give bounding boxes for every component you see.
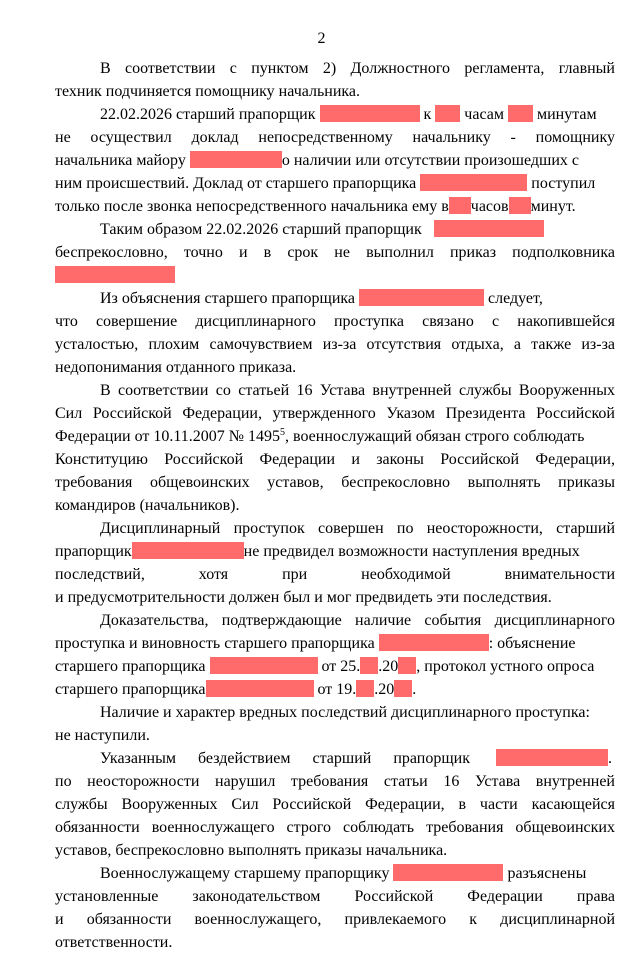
redaction-block bbox=[394, 680, 412, 697]
redaction-block bbox=[508, 105, 533, 122]
text-line: недопонимания отданного приказа. bbox=[55, 359, 297, 376]
text-line: службы Вооруженных Сил Российской Федерации, в части касающейся bbox=[55, 796, 615, 813]
text-line: Военнослужащему старшему прапорщику разъяснены bbox=[100, 865, 587, 882]
redaction-block bbox=[359, 289, 484, 306]
text-line: и обязанности военнослужащего, привлекаемого к дисциплинарной bbox=[55, 911, 615, 928]
text-line: В соответствии с пунктом 2) Должностного регламента, главный bbox=[100, 60, 615, 77]
redaction-block bbox=[55, 266, 175, 283]
redaction-block bbox=[190, 151, 282, 168]
text-line: Таким образом 22.02.2026 старший прапорщик bbox=[100, 218, 615, 241]
text-line: начальника майору о наличии или отсутствии произошедших с bbox=[55, 152, 579, 169]
redaction-block bbox=[496, 749, 608, 766]
text-line: беспрекословно, точно и в срок не выполнил приказ подполковника bbox=[55, 244, 615, 261]
redaction-block bbox=[420, 174, 527, 191]
redaction-block bbox=[449, 197, 471, 214]
text-line: что совершение дисциплинарного проступка связано с накопившейся bbox=[55, 313, 615, 330]
redaction-block bbox=[435, 105, 460, 122]
text-line: последствий, хотя при необходимой внимательности bbox=[55, 566, 615, 583]
text-line: требования общевоинских уставов, беспрекословно выполнять приказы bbox=[55, 474, 615, 491]
text-line: ответственности. bbox=[55, 934, 173, 951]
text-line: Указанным бездействием старший прапорщик . bbox=[100, 750, 612, 767]
redaction-block bbox=[320, 105, 420, 122]
text-line: техник подчиняется помощнику начальника. bbox=[55, 83, 361, 100]
page-number: 2 bbox=[317, 30, 326, 47]
text-line: командиров (начальников). bbox=[55, 497, 240, 514]
text-line: 22.02.2026 старший прапорщик к часам минутам bbox=[100, 106, 597, 123]
redaction-block bbox=[356, 680, 374, 697]
text-line: старшего прапорщика от 19. .20 . bbox=[55, 681, 417, 698]
text-line: усталостью, плохим самочувствием из-за отсутствия отдыха, а также из-за bbox=[55, 336, 615, 353]
text-line: Дисциплинарный проступок совершен по неосторожности, старший bbox=[100, 520, 615, 537]
text-line: обязанности военнослужащего строго соблюдать требования общевоинских bbox=[55, 819, 615, 836]
redaction-block bbox=[360, 657, 378, 674]
redaction-block bbox=[206, 680, 314, 697]
text-line: старшего прапорщика от 25. .20 , протокол устного опроса bbox=[55, 658, 595, 675]
text-line: не осуществил доклад непосредственному начальнику - помощнику bbox=[55, 129, 615, 146]
text-line: Наличие и характер вредных последствий дисциплинарного проступка: bbox=[100, 704, 590, 721]
text-line: не наступили. bbox=[55, 727, 150, 744]
text-line: и предусмотрительности должен был и мог предвидеть эти последствия. bbox=[55, 589, 552, 606]
text-line: Конституцию Российской Федерации и законы Российской Федерации, bbox=[55, 451, 615, 468]
text-line: проступка и виновность старшего прапорщика : объяснение bbox=[55, 635, 576, 652]
text-line: только после звонка непосредственного начальника ему в часов минут. bbox=[55, 198, 576, 215]
text-line: Сил Российской Федерации, утвержденного Указом Президента Российской bbox=[55, 405, 615, 422]
redaction-block bbox=[509, 197, 531, 214]
redaction-block bbox=[132, 542, 244, 559]
text-line: В соответствии со статьей 16 Устава внутренней службы Вооруженных bbox=[100, 382, 615, 399]
text-line: ним происшествий. Доклад от старшего прапорщика поступил bbox=[55, 175, 596, 192]
text-line: по неосторожности нарушил требования статьи 16 Устава внутренней bbox=[55, 773, 615, 790]
text-line: Федерации от 10.11.2007 № 1495$^5$, военнослужащий обязан строго соблюдать bbox=[55, 427, 585, 445]
text-line: прапорщик не предвидел возможности наступления вредных bbox=[55, 543, 580, 560]
redaction-block bbox=[434, 220, 544, 237]
redaction-block bbox=[379, 634, 489, 651]
text-line: Из объяснения старшего прапорщика следует, bbox=[100, 290, 543, 307]
text-line bbox=[55, 264, 615, 287]
redaction-block bbox=[398, 657, 416, 674]
text-line: Доказательства, подтверждающие наличие события дисциплинарного bbox=[100, 612, 615, 629]
redaction-block bbox=[393, 864, 503, 881]
text-line: установленные законодательством Российской Федерации права bbox=[55, 888, 615, 905]
text-line: уставов, беспрекословно выполнять приказы начальника. bbox=[55, 842, 448, 859]
redaction-block bbox=[210, 657, 318, 674]
